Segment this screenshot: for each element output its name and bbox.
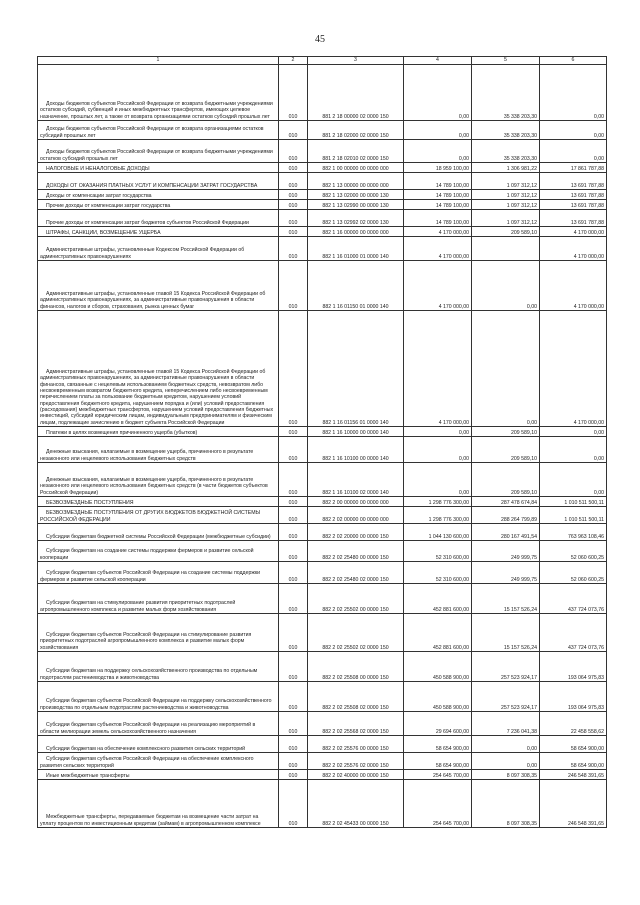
row-name-cell: Денежные взыскания, налагаемые в возмещение ущерба, причиненного в результате незаконного или нецелевого использования бюджетных средств (в части бюджетов субъектов Российской Федерации) — [38, 463, 279, 497]
row-line-code-cell: 010 — [279, 237, 308, 261]
table-row — [38, 311, 607, 427]
row-unexecuted-cell: 0,00 — [540, 463, 607, 497]
row-executed-cell: 8 097 308,35 — [472, 770, 540, 780]
row-line-code-cell: 010 — [279, 463, 308, 497]
row-unexecuted-cell: 4 170 000,00 — [540, 311, 607, 427]
row-approved-cell: 14 789 100,00 — [404, 200, 472, 210]
row-executed-cell: 7 236 041,38 — [472, 712, 540, 736]
table-row — [38, 227, 607, 237]
row-income-code-cell: 882 1 16 00000 00 0000 000 — [308, 227, 404, 237]
row-unexecuted-cell: 4 170 000,00 — [540, 227, 607, 237]
row-line-code-cell: 010 — [279, 712, 308, 736]
row-unexecuted-cell: 4 170 000,00 — [540, 237, 607, 261]
row-executed-cell: 8 097 308,35 — [472, 780, 540, 828]
row-name-cell: Доходы бюджетов субъектов Российской Федерации от возврата бюджетными учреждениями остатков субсидий прошлых лет — [38, 140, 279, 163]
row-unexecuted-cell: 246 548 391,65 — [540, 780, 607, 828]
table-row — [38, 200, 607, 210]
row-executed-cell: 35 338 203,30 — [472, 140, 540, 163]
row-name-cell: Субсидии бюджетам субъектов Российской Федерации на обеспечение комплексного развития сельских территорий — [38, 753, 279, 770]
row-income-code-cell: 882 1 13 02992 02 0000 130 — [308, 210, 404, 227]
row-approved-cell: 14 789 100,00 — [404, 210, 472, 227]
row-approved-cell: 254 645 700,00 — [404, 780, 472, 828]
row-name-cell: ШТРАФЫ, САНКЦИИ, ВОЗМЕЩЕНИЕ УЩЕРБА — [38, 227, 279, 237]
row-approved-cell: 18 959 100,00 — [404, 163, 472, 173]
row-unexecuted-cell: 13 691 787,88 — [540, 200, 607, 210]
row-approved-cell: 14 789 100,00 — [404, 190, 472, 200]
row-executed-cell: 257 523 924,17 — [472, 682, 540, 712]
row-income-code-cell: 882 1 16 01156 01 0000 140 — [308, 311, 404, 427]
row-name-cell: БЕЗВОЗМЕЗДНЫЕ ПОСТУПЛЕНИЯ ОТ ДРУГИХ БЮДЖЕТОВ БЮДЖЕТНОЙ СИСТЕМЫ РОССИЙСКОЙ ФЕДЕРАЦИИ — [38, 507, 279, 524]
row-name-cell: БЕЗВОЗМЕЗДНЫЕ ПОСТУПЛЕНИЯ — [38, 497, 279, 507]
row-name-cell: Субсидии бюджетам на обеспечение комплексного развития сельских территорий — [38, 736, 279, 753]
row-approved-cell: 58 654 900,00 — [404, 736, 472, 753]
row-executed-cell: 1 097 312,12 — [472, 190, 540, 200]
row-executed-cell: 280 167 491,54 — [472, 524, 540, 541]
row-name-cell: Административные штрафы, установленные Кодексом Российской Федерации об административных правонарушениях — [38, 237, 279, 261]
row-income-code-cell: 882 2 02 25480 02 0000 150 — [308, 562, 404, 584]
table-row — [38, 780, 607, 828]
table-row — [38, 524, 607, 541]
table-row — [38, 210, 607, 227]
row-line-code-cell: 010 — [279, 200, 308, 210]
row-executed-cell: 15 157 526,24 — [472, 614, 540, 652]
row-line-code-cell: 010 — [279, 736, 308, 753]
row-name-cell: Субсидии бюджетам субъектов Российской Федерации на создание системы поддержки фермеров и развитие сельской кооперации — [38, 562, 279, 584]
row-line-code-cell: 010 — [279, 140, 308, 163]
row-line-code-cell: 010 — [279, 652, 308, 682]
row-unexecuted-cell: 1 010 511 500,11 — [540, 507, 607, 524]
table-row — [38, 507, 607, 524]
table-row — [38, 427, 607, 437]
row-approved-cell: 0,00 — [404, 463, 472, 497]
row-unexecuted-cell: 193 064 975,83 — [540, 682, 607, 712]
row-approved-cell: 1 044 130 600,00 — [404, 524, 472, 541]
row-name-cell: Субсидии бюджетам субъектов Российской Федерации на реализацию мероприятий в области мелиорации земель сельскохозяйственного назначения — [38, 712, 279, 736]
row-line-code-cell: 010 — [279, 780, 308, 828]
row-executed-cell: 15 157 526,24 — [472, 584, 540, 614]
row-executed-cell: 0,00 — [472, 261, 540, 311]
row-income-code-cell: 882 2 02 25568 02 0000 150 — [308, 712, 404, 736]
row-approved-cell: 452 881 600,00 — [404, 614, 472, 652]
table-row — [38, 712, 607, 736]
row-line-code-cell: 010 — [279, 753, 308, 770]
row-income-code-cell: 882 2 02 20000 00 0000 150 — [308, 524, 404, 541]
row-executed-cell: 249 999,75 — [472, 562, 540, 584]
row-unexecuted-cell: 0,00 — [540, 437, 607, 463]
row-income-code-cell: 881 2 18 02000 02 0000 150 — [308, 121, 404, 140]
row-approved-cell: 4 170 000,00 — [404, 227, 472, 237]
row-unexecuted-cell: 17 861 787,88 — [540, 163, 607, 173]
row-name-cell: Доходы бюджетов субъектов Российской Федерации от возврата организациями остатков субсидий прошлых лет — [38, 121, 279, 140]
row-income-code-cell: 882 1 16 01150 01 0000 140 — [308, 261, 404, 311]
row-approved-cell: 14 789 100,00 — [404, 173, 472, 190]
page-number: 45 — [315, 34, 325, 45]
table-row — [38, 770, 607, 780]
row-name-cell: Прочие доходы от компенсации затрат бюджетов субъектов Российской Федерации — [38, 210, 279, 227]
row-approved-cell: 0,00 — [404, 437, 472, 463]
table-row — [38, 261, 607, 311]
row-unexecuted-cell: 0,00 — [540, 427, 607, 437]
table-row — [38, 463, 607, 497]
row-executed-cell: 1 097 312,12 — [472, 200, 540, 210]
row-line-code-cell: 010 — [279, 173, 308, 190]
row-approved-cell: 4 170 000,00 — [404, 237, 472, 261]
row-income-code-cell: 882 1 16 10100 02 0000 140 — [308, 463, 404, 497]
row-income-code-cell: 882 2 02 25508 02 0000 150 — [308, 682, 404, 712]
row-approved-cell: 452 881 600,00 — [404, 584, 472, 614]
row-name-cell: Денежные взыскания, налагаемые в возмещение ущерба, причиненного в результате незаконного или нецелевого использования бюджетных средств — [38, 437, 279, 463]
row-name-cell: Прочие доходы от компенсации затрат государства — [38, 200, 279, 210]
row-unexecuted-cell: 763 963 108,46 — [540, 524, 607, 541]
table-row — [38, 237, 607, 261]
table-row — [38, 121, 607, 140]
row-executed-cell: 249 999,75 — [472, 541, 540, 562]
row-line-code-cell: 010 — [279, 261, 308, 311]
row-line-code-cell: 010 — [279, 524, 308, 541]
row-name-cell: Платежи в целях возмещения причиненного ущерба (убытков) — [38, 427, 279, 437]
table-row — [38, 541, 607, 562]
row-name-cell: Субсидии бюджетам субъектов Российской Федерации на поддержку сельскохозяйственного производства по отдельным подотраслям растениеводства и животноводства — [38, 682, 279, 712]
row-executed-cell: 1 097 312,12 — [472, 210, 540, 227]
row-line-code-cell: 010 — [279, 682, 308, 712]
row-line-code-cell: 010 — [279, 507, 308, 524]
table-row — [38, 163, 607, 173]
row-income-code-cell: 882 1 13 02000 00 0000 130 — [308, 190, 404, 200]
row-approved-cell: 450 588 900,00 — [404, 682, 472, 712]
table-row — [38, 190, 607, 200]
row-name-cell: Доходы бюджетов субъектов Российской Федерации от возврата бюджетными учреждениями остатков субсидий, субвенций и иных межбюджетных трансфертов, имеющих целевое назначение, прошлых лет, а также от возврата организациями остатков субсидий прошлых лет — [38, 65, 279, 121]
row-income-code-cell: 881 2 18 02010 02 0000 150 — [308, 140, 404, 163]
row-line-code-cell: 010 — [279, 562, 308, 584]
report-table — [37, 56, 607, 828]
row-unexecuted-cell: 437 724 073,76 — [540, 614, 607, 652]
row-line-code-cell: 010 — [279, 163, 308, 173]
row-approved-cell: 0,00 — [404, 65, 472, 121]
row-executed-cell: 257 523 924,17 — [472, 652, 540, 682]
row-income-code-cell: 882 2 02 25508 00 0000 150 — [308, 652, 404, 682]
row-executed-cell: 0,00 — [472, 736, 540, 753]
row-income-code-cell: 882 1 16 10000 00 0000 140 — [308, 427, 404, 437]
table-row — [38, 437, 607, 463]
row-unexecuted-cell: 0,00 — [540, 140, 607, 163]
row-income-code-cell: 882 2 02 25576 00 0000 150 — [308, 736, 404, 753]
row-unexecuted-cell: 22 458 558,62 — [540, 712, 607, 736]
row-unexecuted-cell: 58 654 900,00 — [540, 753, 607, 770]
row-executed-cell: 288 264 799,89 — [472, 507, 540, 524]
table-row — [38, 65, 607, 121]
row-unexecuted-cell: 52 060 600,25 — [540, 562, 607, 584]
row-executed-cell: 209 589,10 — [472, 463, 540, 497]
row-approved-cell: 450 588 900,00 — [404, 652, 472, 682]
row-income-code-cell: 881 2 18 00000 02 0000 150 — [308, 65, 404, 121]
row-approved-cell: 0,00 — [404, 427, 472, 437]
row-line-code-cell: 010 — [279, 311, 308, 427]
row-unexecuted-cell: 52 060 600,25 — [540, 541, 607, 562]
row-executed-cell: 0,00 — [472, 753, 540, 770]
header-row — [38, 57, 607, 65]
table-row — [38, 736, 607, 753]
row-line-code-cell: 010 — [279, 584, 308, 614]
header-col-6: 6 — [540, 57, 607, 65]
row-unexecuted-cell: 58 654 900,00 — [540, 736, 607, 753]
row-approved-cell: 58 654 900,00 — [404, 753, 472, 770]
row-line-code-cell: 010 — [279, 497, 308, 507]
table-row — [38, 614, 607, 652]
row-income-code-cell: 882 2 02 25502 02 0000 150 — [308, 614, 404, 652]
header-col-4: 4 — [404, 57, 472, 65]
header-col-2: 2 — [279, 57, 308, 65]
row-approved-cell: 1 298 776 300,00 — [404, 497, 472, 507]
row-name-cell: Административные штрафы, установленные главой 15 Кодекса Российской Федерации об административных правонарушениях, за административные правонарушения в области финансов, связанные с нецелевым использованием бюджетных средств, невозвратом либо несвоевременным возвратом бюджетного кредита, неперечислением либо несвоевременным перечислением платы за пользование бюджетным кредитом, нарушением условий предоставления бюджетного кредита, нарушением порядка и (или) условий предоставления (расходования) межбюджетных трансфертов, нарушением условий предоставления бюджетных инвестиций, субсидий юридическим лицам, индивидуальным предпринимателям и физическим лицам, подлежащие зачислению в бюджет субъекта Российской Федерации — [38, 311, 279, 427]
table-row — [38, 584, 607, 614]
row-unexecuted-cell: 1 010 511 500,11 — [540, 497, 607, 507]
row-name-cell: НАЛОГОВЫЕ И НЕНАЛОГОВЫЕ ДОХОДЫ — [38, 163, 279, 173]
row-income-code-cell: 882 1 13 00000 00 0000 000 — [308, 173, 404, 190]
row-unexecuted-cell: 246 548 391,65 — [540, 770, 607, 780]
row-name-cell: Субсидии бюджетам бюджетной системы Российской Федерации (межбюджетные субсидии) — [38, 524, 279, 541]
row-approved-cell: 29 694 600,00 — [404, 712, 472, 736]
row-executed-cell — [472, 237, 540, 261]
row-unexecuted-cell: 13 691 787,88 — [540, 190, 607, 200]
row-name-cell: Иные межбюджетные трансферты — [38, 770, 279, 780]
row-income-code-cell: 882 2 02 25576 02 0000 150 — [308, 753, 404, 770]
row-approved-cell: 52 310 600,00 — [404, 562, 472, 584]
row-name-cell: Субсидии бюджетам субъектов Российской Федерации на стимулирование развития приоритетных подотраслей агропромышленного комплекса и развитие малых форм хозяйствования — [38, 614, 279, 652]
header-col-5: 5 — [472, 57, 540, 65]
row-income-code-cell: 882 1 16 01000 01 0000 140 — [308, 237, 404, 261]
row-name-cell: Субсидии бюджетам на создание системы поддержки фермеров и развитие сельской кооперации — [38, 541, 279, 562]
row-income-code-cell: 882 2 02 45433 00 0000 150 — [308, 780, 404, 828]
row-unexecuted-cell: 193 064 975,83 — [540, 652, 607, 682]
row-executed-cell: 0,00 — [472, 311, 540, 427]
row-approved-cell: 52 310 600,00 — [404, 541, 472, 562]
header-col-3: 3 — [308, 57, 404, 65]
table-row — [38, 140, 607, 163]
row-executed-cell: 287 478 674,84 — [472, 497, 540, 507]
row-income-code-cell: 882 1 00 00000 00 0000 000 — [308, 163, 404, 173]
row-executed-cell: 35 338 203,30 — [472, 121, 540, 140]
row-line-code-cell: 010 — [279, 614, 308, 652]
row-line-code-cell: 010 — [279, 190, 308, 200]
row-unexecuted-cell: 0,00 — [540, 65, 607, 121]
table-row — [38, 682, 607, 712]
row-line-code-cell: 010 — [279, 210, 308, 227]
table-row — [38, 497, 607, 507]
row-line-code-cell: 010 — [279, 121, 308, 140]
row-name-cell: Доходы от компенсации затрат государства — [38, 190, 279, 200]
table-row — [38, 652, 607, 682]
row-line-code-cell: 010 — [279, 437, 308, 463]
row-income-code-cell: 882 2 02 00000 00 0000 000 — [308, 507, 404, 524]
table-row — [38, 173, 607, 190]
row-unexecuted-cell: 0,00 — [540, 121, 607, 140]
row-line-code-cell: 010 — [279, 541, 308, 562]
row-income-code-cell: 882 2 00 00000 00 0000 000 — [308, 497, 404, 507]
row-executed-cell: 209 589,10 — [472, 227, 540, 237]
row-unexecuted-cell: 4 170 000,00 — [540, 261, 607, 311]
row-approved-cell: 4 170 000,00 — [404, 311, 472, 427]
table-body — [38, 65, 607, 828]
row-income-code-cell: 882 1 16 10100 00 0000 140 — [308, 437, 404, 463]
row-executed-cell: 35 338 203,30 — [472, 65, 540, 121]
row-executed-cell: 1 097 312,12 — [472, 173, 540, 190]
row-name-cell: ДОХОДЫ ОТ ОКАЗАНИЯ ПЛАТНЫХ УСЛУГ И КОМПЕНСАЦИИ ЗАТРАТ ГОСУДАРСТВА — [38, 173, 279, 190]
row-income-code-cell: 882 2 02 25480 00 0000 150 — [308, 541, 404, 562]
row-name-cell: Административные штрафы, установленные главой 15 Кодекса Российской Федерации об административных правонарушениях, за административные правонарушения в области финансов, налогов и сборов, страхования, рынка ценных бумаг — [38, 261, 279, 311]
row-line-code-cell: 010 — [279, 227, 308, 237]
row-income-code-cell: 882 2 02 40000 00 0000 150 — [308, 770, 404, 780]
row-executed-cell: 209 589,10 — [472, 437, 540, 463]
row-approved-cell: 0,00 — [404, 121, 472, 140]
row-name-cell: Субсидии бюджетам на поддержку сельскохозяйственного производства по отдельным подотраслям растениеводства и животноводства — [38, 652, 279, 682]
row-unexecuted-cell: 13 691 787,88 — [540, 173, 607, 190]
row-name-cell: Субсидии бюджетам на стимулирование развития приоритетных подотраслей агропромышленного комплекса и развитие малых форм хозяйствования — [38, 584, 279, 614]
header-col-1: 1 — [38, 57, 279, 65]
row-income-code-cell: 882 1 13 02990 00 0000 130 — [308, 200, 404, 210]
row-line-code-cell: 010 — [279, 427, 308, 437]
row-approved-cell: 254 645 700,00 — [404, 770, 472, 780]
row-name-cell: Межбюджетные трансферты, передаваемые бюджетам на возмещение части затрат на уплату процентов по инвестиционным кредитам (займам) в агропромышленном комплексе — [38, 780, 279, 828]
row-approved-cell: 0,00 — [404, 140, 472, 163]
table-row — [38, 562, 607, 584]
row-line-code-cell: 010 — [279, 770, 308, 780]
table-row — [38, 753, 607, 770]
row-unexecuted-cell: 437 724 073,76 — [540, 584, 607, 614]
row-unexecuted-cell: 13 691 787,88 — [540, 210, 607, 227]
row-executed-cell: 209 589,10 — [472, 427, 540, 437]
row-approved-cell: 1 298 776 300,00 — [404, 507, 472, 524]
row-executed-cell: 1 306 981,22 — [472, 163, 540, 173]
row-income-code-cell: 882 2 02 25502 00 0000 150 — [308, 584, 404, 614]
row-approved-cell: 4 170 000,00 — [404, 261, 472, 311]
row-line-code-cell: 010 — [279, 65, 308, 121]
